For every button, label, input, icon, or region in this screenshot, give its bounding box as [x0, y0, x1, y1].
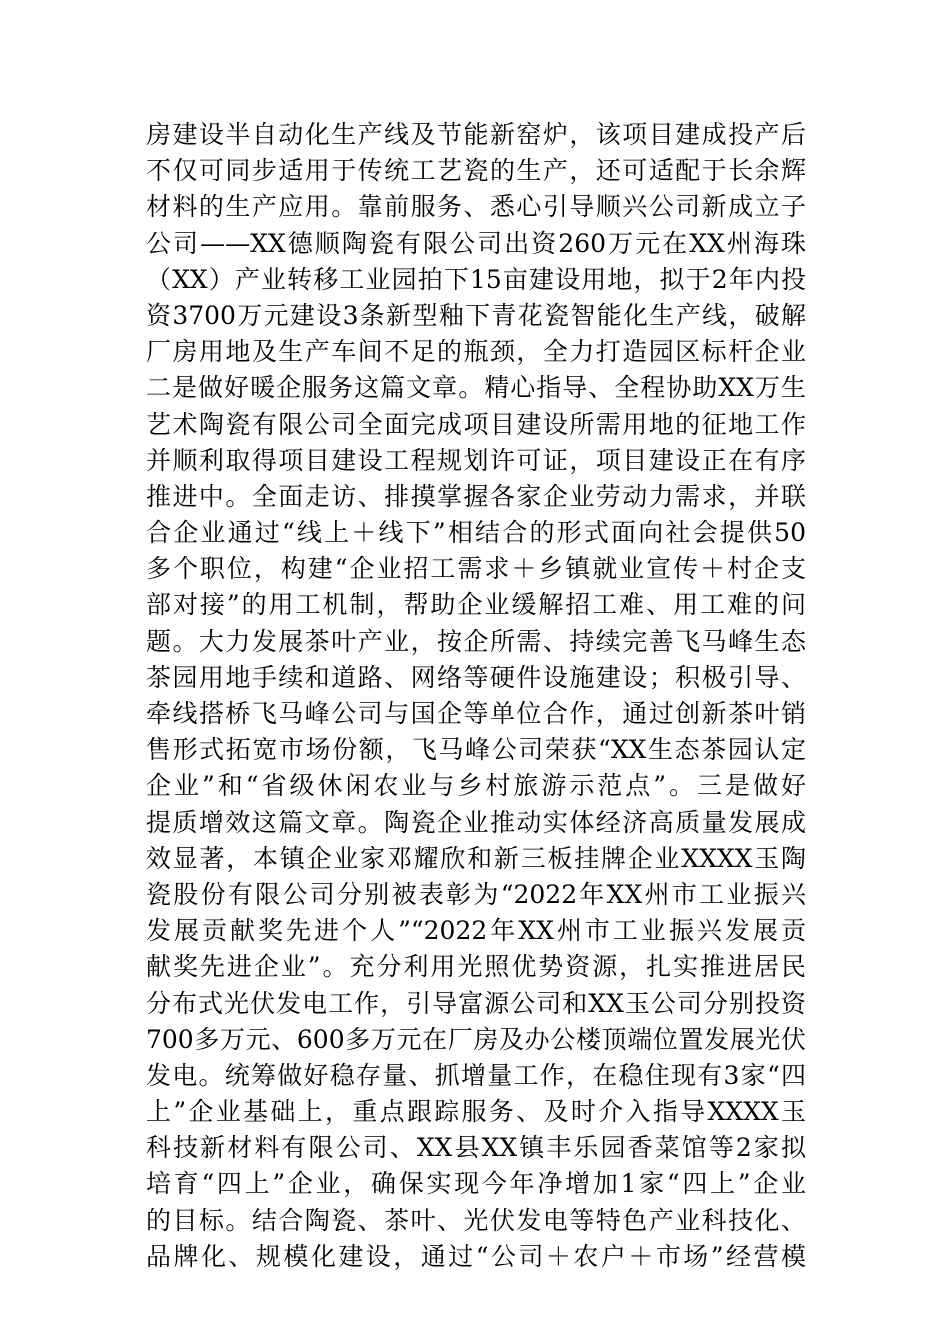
text-line: 品牌化、规模化建设，通过“公司＋农户＋市场”经营模: [146, 1241, 806, 1271]
text-line: 资3700万元建设3条新型釉下青花瓷智能化生产线，破解: [146, 300, 806, 330]
text-line: 上”企业基础上，重点跟踪服务、及时介入指导XXXX玉: [146, 1097, 806, 1127]
text-line: 公司——XX德顺陶瓷有限公司出资260万元在XX州海珠: [146, 228, 806, 258]
text-line: 房建设半自动化生产线及节能新窑炉，该项目建成投产后: [146, 120, 806, 149]
text-line: 牵线搭桥飞马峰公司与国企等单位合作，通过创新茶叶销: [146, 699, 806, 728]
text-line: 部对接”的用工机制，帮助企业缓解招工难、用工难的问: [146, 590, 806, 620]
text-line: 发展贡献奖先进个人”“2022年XX州市工业振兴发展贡: [146, 916, 806, 946]
text-line: 发电。统筹做好稳存量、抓增量工作，在稳住现有3家“四: [146, 1060, 806, 1090]
text-line: 效显著，本镇企业家邓耀欣和新三板挂牌企业XXXX玉陶: [146, 843, 806, 873]
text-line: 献奖先进企业”。充分利用光照优势资源，扎实推进居民: [146, 952, 806, 982]
text-line: 艺术陶瓷有限公司全面完成项目建设所需用地的征地工作: [146, 409, 806, 439]
text-line: 的目标。结合陶瓷、茶叶、光伏发电等特色产业科技化、: [146, 1205, 806, 1235]
text-line: 提质增效这篇文章。陶瓷企业推动实体经济高质量发展成: [146, 807, 806, 837]
text-line: 科技新材料有限公司、XX县XX镇丰乐园香菜馆等2家拟: [146, 1133, 806, 1163]
text-line: 二是做好暖企服务这篇文章。精心指导、全程协助XX万生: [146, 373, 806, 403]
text-line: 瓷股份有限公司分别被表彰为“2022年XX州市工业振兴: [146, 879, 806, 909]
text-line: 企业”和“省级休闲农业与乡村旅游示范点”。三是做好: [146, 771, 806, 801]
text-line: 推进中。全面走访、排摸掌握各家企业劳动力需求，并联: [146, 481, 806, 511]
text-line: 茶园用地手续和道路、网络等硬件设施建设；积极引导、: [146, 662, 806, 692]
text-line: 不仅可同步适用于传统工艺瓷的生产，还可适配于长余辉: [146, 156, 806, 186]
text-line: 合企业通过“线上＋线下”相结合的形式面向社会提供50: [146, 518, 806, 548]
text-line: 700多万元、600多万元在厂房及办公楼顶端位置发展光伏: [146, 1024, 806, 1054]
text-line: 培育“四上”企业，确保实现今年净增加1家“四上”企业: [146, 1169, 806, 1199]
text-line: 售形式拓宽市场份额，飞马峰公司荣获“XX生态茶园认定: [146, 735, 806, 765]
text-line: 题。大力发展茶叶产业，按企所需、持续完善飞马峰生态: [146, 626, 806, 656]
text-line: 厂房用地及生产车间不足的瓶颈，全力打造园区标杆企业: [146, 337, 806, 367]
text-line: 材料的生产应用。靠前服务、悉心引导顺兴公司新成立子: [146, 192, 806, 222]
body-paragraph: [146, 117, 806, 1275]
text-line: 分布式光伏发电工作，引导富源公司和XX玉公司分别投资: [146, 988, 806, 1018]
text-line: 多个职位，构建“企业招工需求＋乡镇就业宣传＋村企支: [146, 554, 806, 584]
text-line: （XX）产业转移工业园拍下15亩建设用地，拟于2年内投: [146, 264, 806, 294]
text-line: 并顺利取得项目建设工程规划许可证，项目建设正在有序: [146, 445, 806, 475]
